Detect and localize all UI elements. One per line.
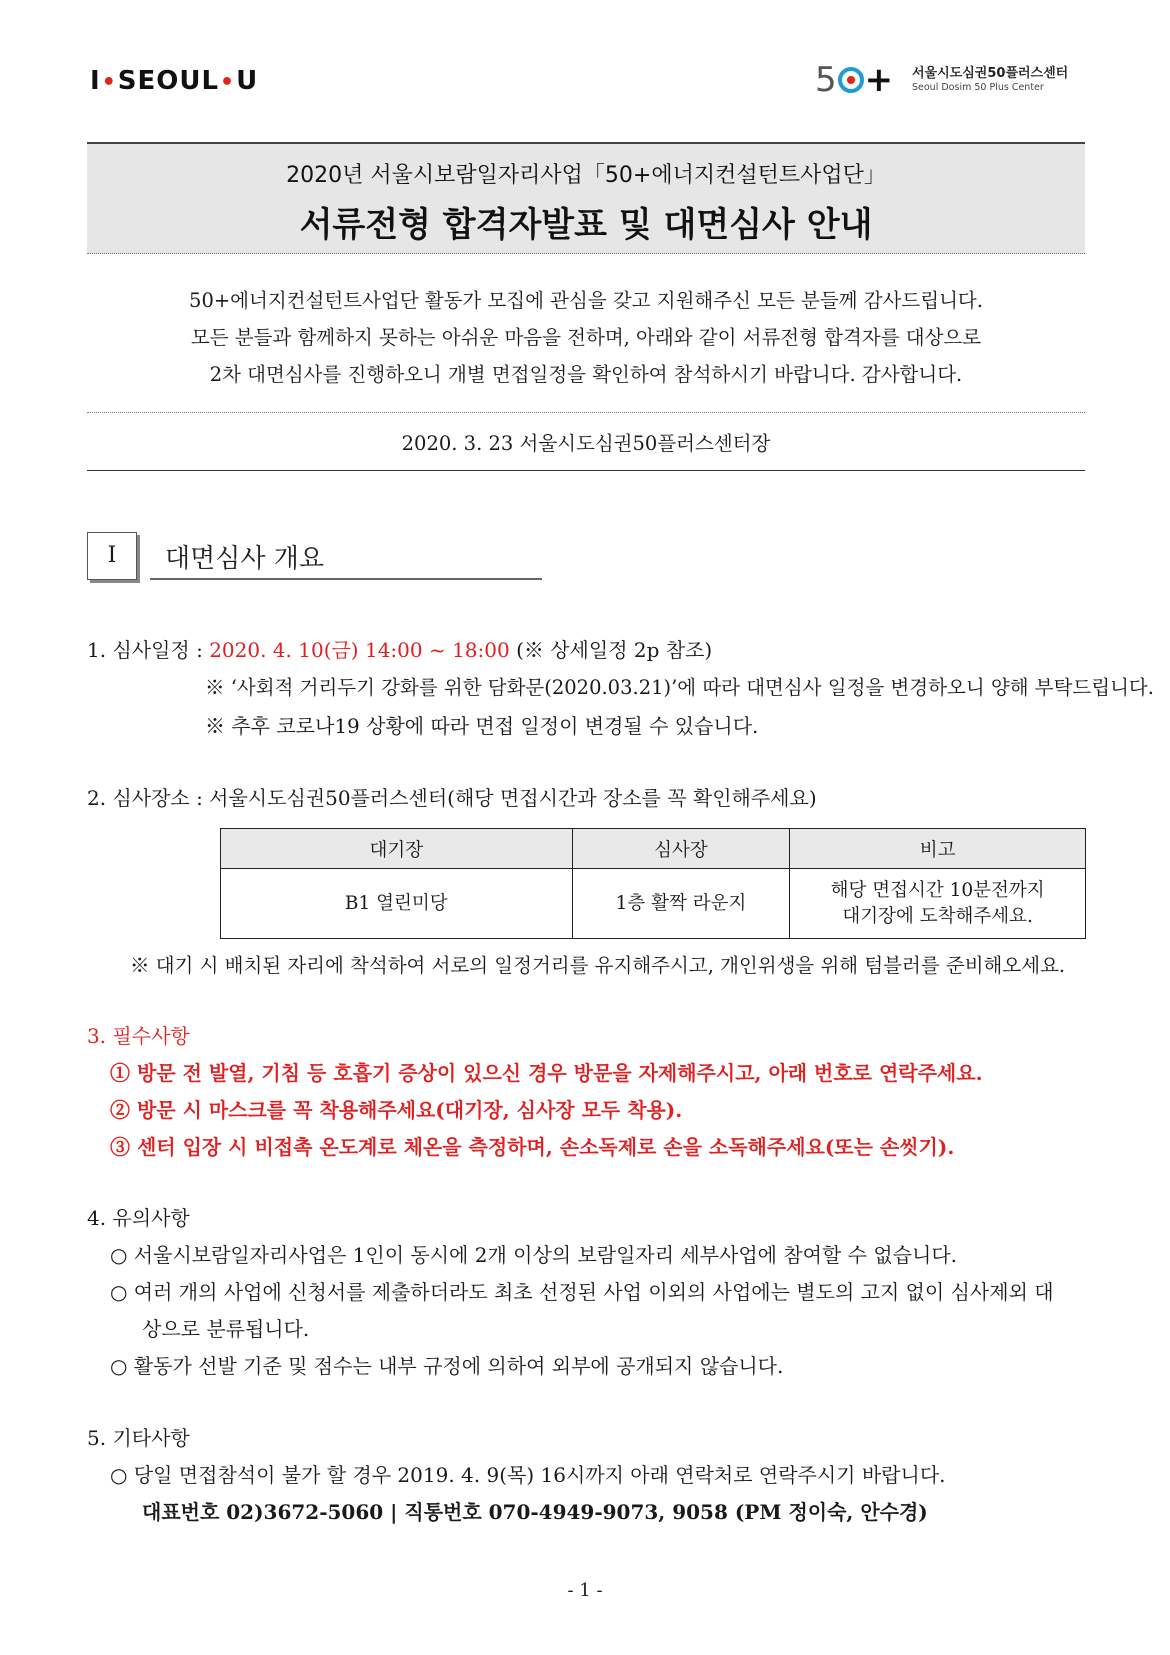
item-cautions: 4. 유의사항 bbox=[87, 1206, 190, 1230]
other-point: ○ 당일 면접참석이 불가 할 경우 2019. 4. 9(목) 16시까지 아래 연락처로 연락주시기 바랍니다. bbox=[110, 1463, 946, 1487]
requirement-point: ③ 센터 입장 시 비접촉 온도계로 체온을 측정하며, 손소독제로 손을 소독해주세요(또는 손씻기). bbox=[110, 1135, 955, 1159]
center-name-english: Seoul Dosim 50 Plus Center bbox=[912, 82, 1044, 93]
table-cell: 해당 면접시간 10분전까지 대기장에 도착해주세요. bbox=[790, 869, 1086, 939]
center-logo bbox=[815, 58, 1085, 102]
caution-point: ○ 서울시보람일자리사업은 1인이 동시에 2개 이상의 보람일자리 세부사업에 참여할 수 없습니다. bbox=[110, 1243, 957, 1267]
i-seoul-u-logo: I•SEOUL•U bbox=[90, 66, 259, 96]
schedule-note: ※ ‘사회적 거리두기 강화를 위한 담화문(2020.03.21)’에 따라 대면심사 일정을 변경하오니 양해 부탁드립니다. bbox=[205, 676, 1154, 699]
item-requirements: 3. 필수사항 bbox=[87, 1024, 190, 1048]
table-row bbox=[221, 869, 1086, 939]
table-header: 심사장 bbox=[572, 829, 790, 869]
table-header: 대기장 bbox=[221, 829, 573, 869]
title-box bbox=[87, 142, 1085, 254]
intro-paragraph bbox=[87, 282, 1085, 393]
caution-point: ○ 여러 개의 사업에 신청서를 제출하더라도 최초 선정된 사업 이외의 사업에는 별도의 고지 없이 심사제외 대 bbox=[110, 1280, 1054, 1304]
caution-point: ○ 활동가 선발 기준 및 점수는 내부 규정에 의하여 외부에 공개되지 않습니다. bbox=[110, 1354, 784, 1378]
intro-line: 50+에너지컨설턴트사업단 활동가 모집에 관심을 갖고 지원해주신 모든 분들께 감사드립니다. bbox=[189, 289, 983, 312]
contact-numbers: 대표번호 02)3672-5060 | 직통번호 070-4949-9073, 9058 (PM 정이숙, 안수경) bbox=[142, 1500, 928, 1524]
section-title: 대면심사 개요 bbox=[165, 544, 324, 574]
intro-line: 2차 대면심사를 진행하오니 개별 면접일정을 확인하여 참석하시기 바랍니다. 감사합니다. bbox=[209, 363, 963, 386]
requirement-point: ① 방문 전 발열, 기침 등 호흡기 증상이 있으신 경우 방문을 자제해주시고, 아래 번호로 연락주세요. bbox=[110, 1061, 983, 1085]
date-signature: 2020. 3. 23 서울시도심권50플러스센터장 bbox=[401, 432, 771, 455]
caution-point-continued: 상으로 분류됩니다. bbox=[142, 1317, 310, 1341]
ring-icon bbox=[838, 67, 864, 93]
item-schedule: 1. 심사일정 : 2020. 4. 10(금) 14:00 ~ 18:00 (※ 상세일정 2p 참조) bbox=[87, 638, 713, 662]
page-number: - 1 - bbox=[567, 1580, 603, 1601]
schedule-note: ※ 추후 코로나19 상황에 따라 면접 일정이 변경될 수 있습니다. bbox=[205, 714, 759, 738]
item-other: 5. 기타사항 bbox=[87, 1426, 190, 1450]
dotted-divider bbox=[87, 412, 1085, 413]
center-name-korean: 서울시도심권50플러스센터 bbox=[912, 66, 1069, 81]
requirement-point: ② 방문 시 마스크를 꼭 착용해주세요(대기장, 심사장 모두 착용). bbox=[110, 1098, 683, 1122]
table-header: 비고 bbox=[790, 829, 1086, 869]
fifty-plus-logo-mark: 5 + bbox=[815, 60, 894, 100]
venue-note: ※ 대기 시 배치된 자리에 착석하여 서로의 일정거리를 유지해주시고, 개인위생을 위해 텀블러를 준비해오세요. bbox=[130, 954, 1066, 977]
table-header-row bbox=[221, 829, 1086, 869]
table-cell: 1층 활짝 라운지 bbox=[572, 869, 790, 939]
item-venue: 2. 심사장소 : 서울시도심권50플러스센터(해당 면접시간과 장소를 꼭 확인해주세요) bbox=[87, 786, 817, 810]
document-subtitle: 2020년 서울시보람일자리사업「50+에너지컨설턴트사업단」 bbox=[286, 163, 886, 188]
table-cell: B1 열린미당 bbox=[221, 869, 573, 939]
section-number-box: I bbox=[87, 532, 137, 580]
venue-table bbox=[220, 828, 1086, 939]
section-underline bbox=[150, 578, 542, 580]
schedule-datetime: 2020. 4. 10(금) 14:00 ~ 18:00 bbox=[209, 638, 510, 662]
document-title: 서류전형 합격자발표 및 대면심사 안내 bbox=[299, 205, 873, 245]
intro-line: 모든 분들과 함께하지 못하는 아쉬운 마음을 전하며, 아래와 같이 서류전형 합격자를 대상으로 bbox=[190, 326, 982, 349]
solid-divider bbox=[87, 470, 1085, 471]
